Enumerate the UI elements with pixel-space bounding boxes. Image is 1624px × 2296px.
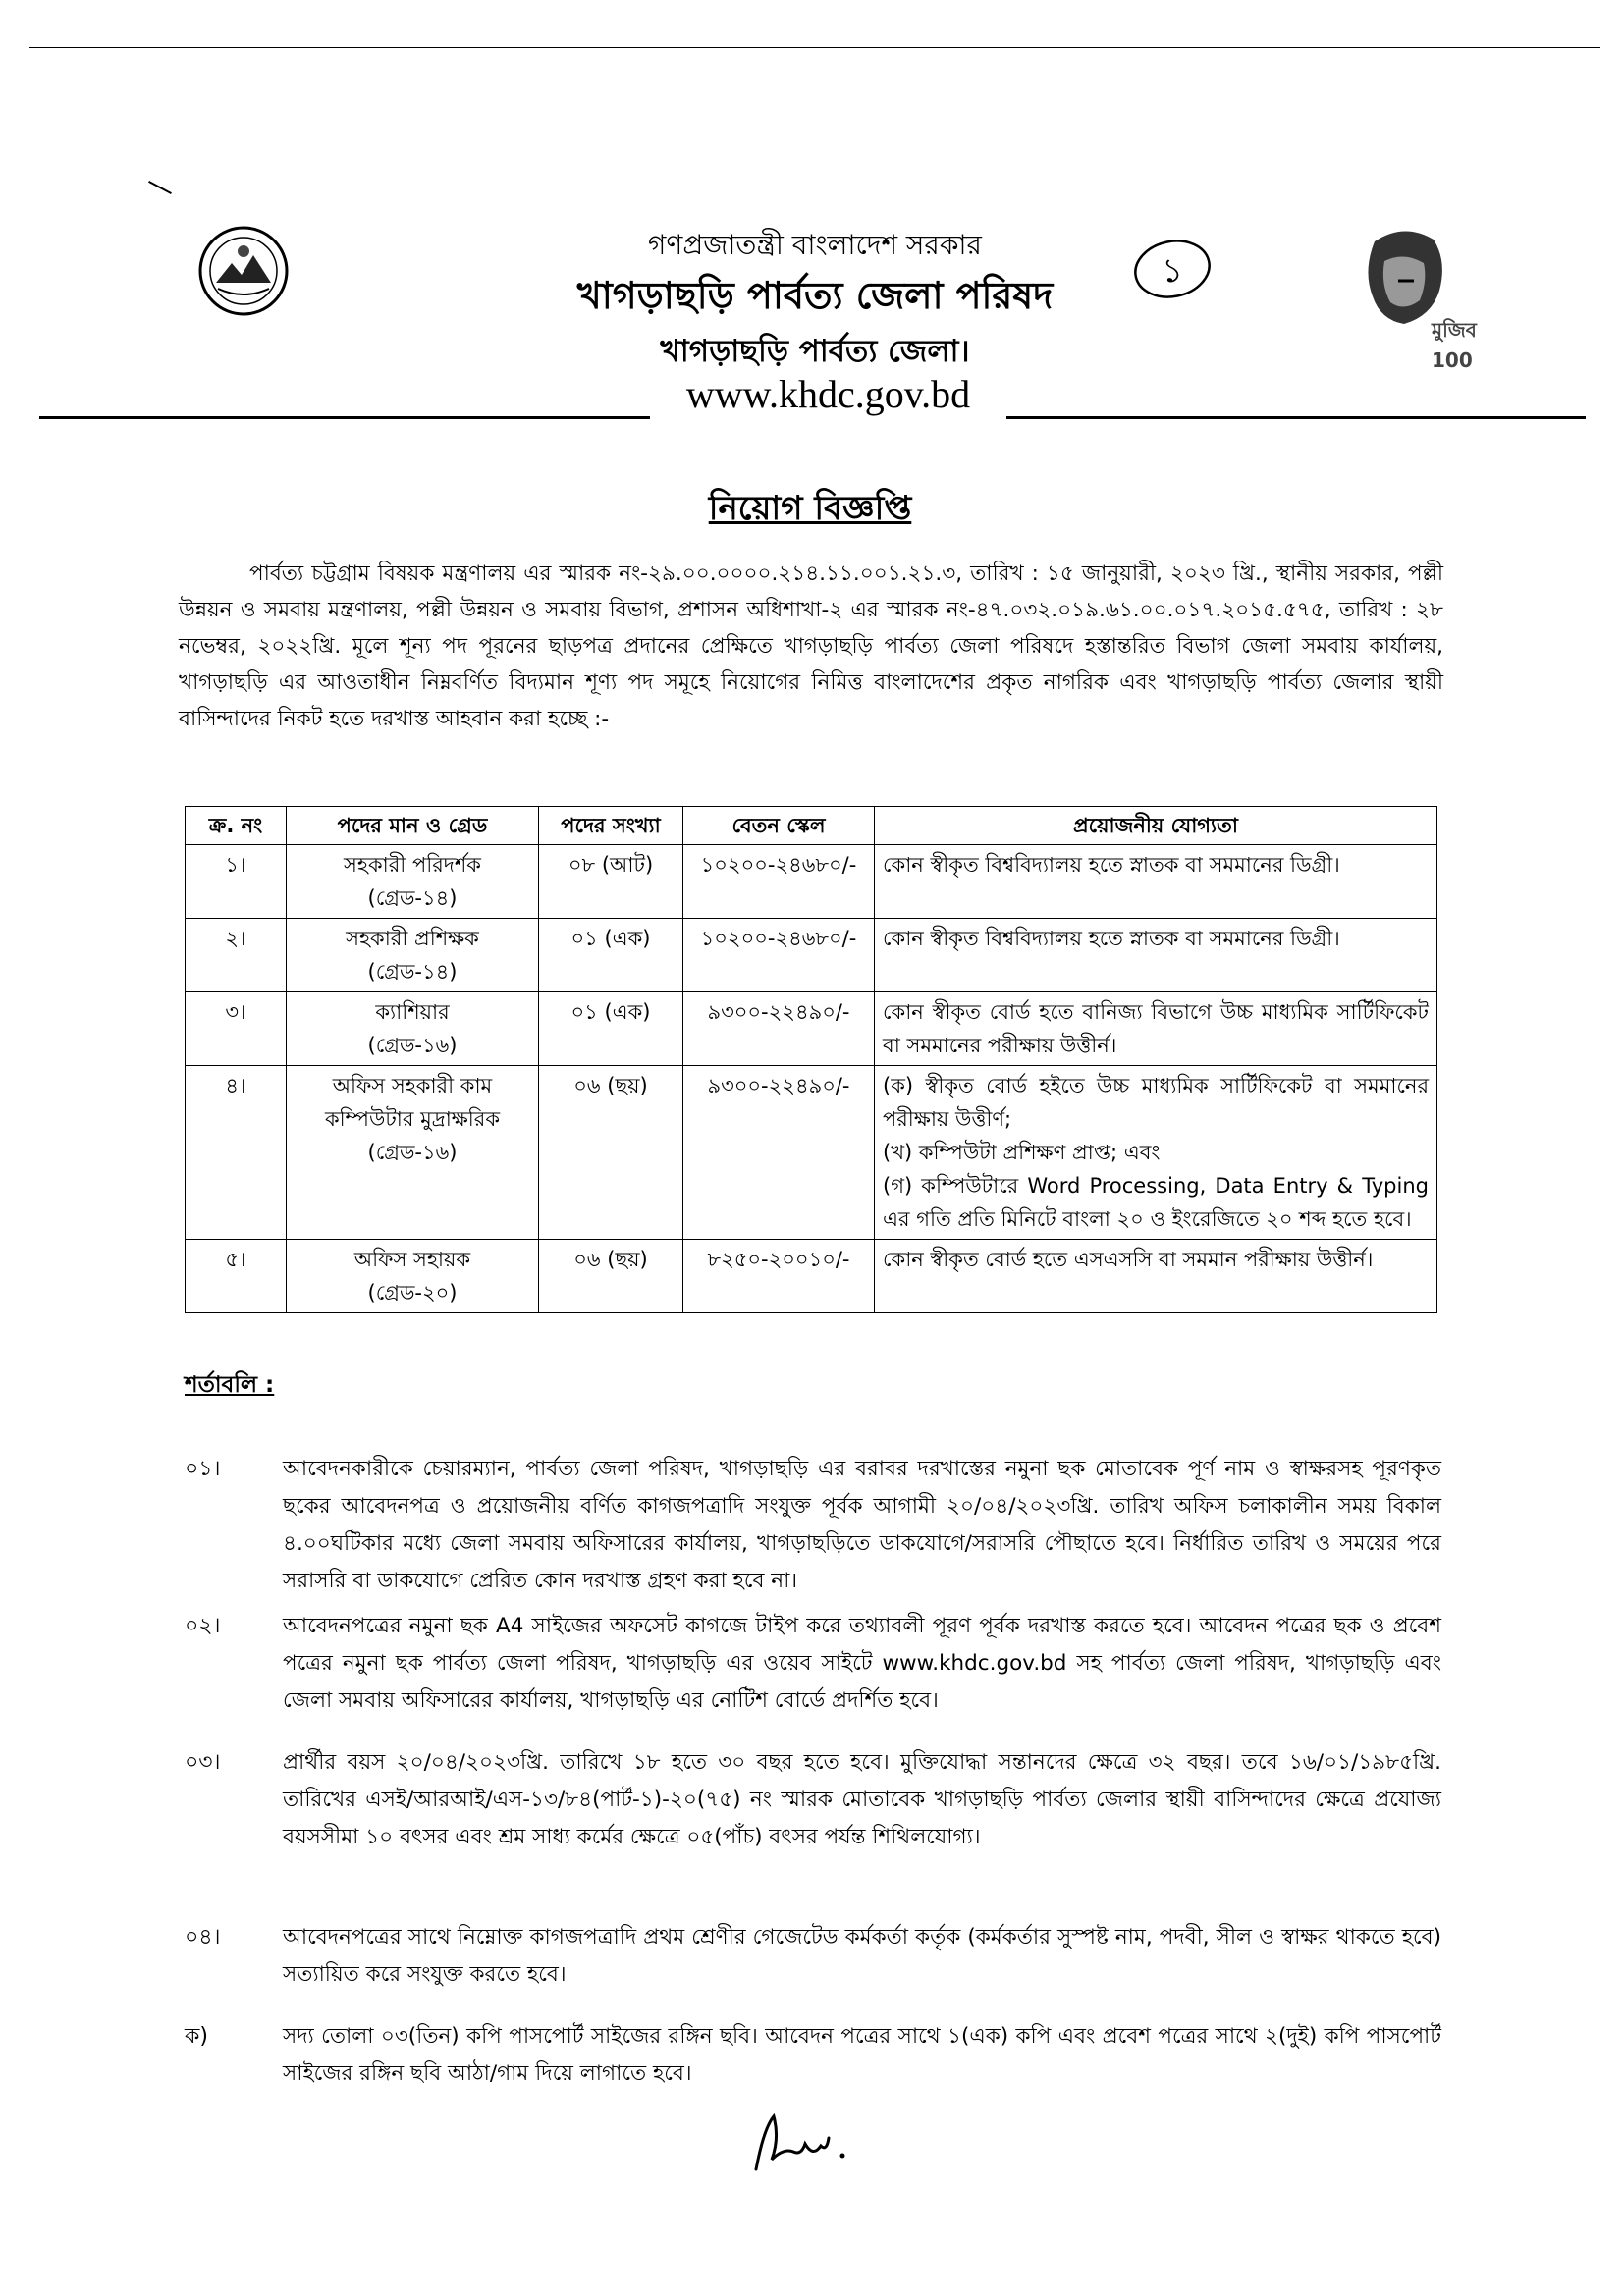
condition-text: সদ্য তোলা ০৩(তিন) কপি পাসপোর্ট সাইজের রঙ্গিন ছবি। আবেদন পত্রের সাথে ১(এক) কপি এবং প্রবেশ পত্রের সাথে ২(দুই) কপি পাসপোর্ট সাইজের রঙ্গিন ছবি আঠা/গাম দিয়ে লাগাতে হবে। xyxy=(283,2024,1441,2086)
table-row xyxy=(186,1240,1437,1313)
row-qualification xyxy=(875,1066,1437,1240)
government-name: গণপ্রজাতন্ত্রী বাংলাদেশ সরকার xyxy=(648,229,982,261)
condition-text: আবেদনকারীকে চেয়ারম্যান, পার্বত্য জেলা পরিষদ, খাগড়াছড়ি এর বরাবর দরখাস্তের নমুনা ছক মোতাবেক পূর্ণ নাম ও স্বাক্ষরসহ পূরণকৃত ছকের আবেদনপত্র ও প্রয়োজনীয় বর্ণিত কাগজপত্রাদি সংযুক্ত পূর্বক আগামী ২০/০৪/২০২৩খ্রি. তারিখ অফিস চলাকালীন সময় বিকাল ৪.০০ঘটিকার মধ্যে জেলা সমবায় অফিসারের কার্যালয়, খাগড়াছড়িতে ডাকযোগে/সরাসরি পৌছাতে হবে। নির্ধারিত তারিখ ও সময়ের পরে সরাসরি বা ডাকযোগে প্রেরিত কোন দরখাস্ত গ্রহণ করা হবে না। xyxy=(283,1457,1441,1593)
row-scale: ১০২০০-২৪৬৮০/- xyxy=(683,845,875,919)
condition-number: ০১। xyxy=(185,1457,221,1481)
website-underline-left xyxy=(39,416,650,419)
circled-page-number xyxy=(1129,234,1216,304)
post-grade: (গ্রেড-১৬) xyxy=(367,1141,458,1164)
row-count: ০৬ (ছয়) xyxy=(539,1240,683,1313)
table-header-row xyxy=(186,807,1437,845)
website-row xyxy=(39,371,1586,422)
post-grade: (গ্রেড-১৪) xyxy=(367,886,458,910)
row-qualification: কোন স্বীকৃত বিশ্ববিদ্যালয় হতে স্নাতক বা সমমানের ডিগ্রী। xyxy=(875,845,1437,919)
row-serial: ৪। xyxy=(186,1066,287,1240)
website-url: www.khdc.gov.bd xyxy=(685,372,971,416)
row-post xyxy=(287,992,539,1066)
row-count: ০৬ (ছয়) xyxy=(539,1066,683,1240)
circled-number-text: ১ xyxy=(1161,251,1184,291)
condition-number: ০৩। xyxy=(185,1750,221,1775)
qualification-item: (ক) স্বীকৃত বোর্ড হইতে উচ্চ মাধ্যমিক সার্টিফিকেট বা সমমানের পরীক্ষায় উত্তীর্ণ; xyxy=(883,1074,1429,1131)
condition-number: ০৪। xyxy=(185,1925,221,1949)
row-post xyxy=(287,1240,539,1313)
row-count: ০১ (এক) xyxy=(539,919,683,992)
stray-mark xyxy=(148,181,172,194)
row-post xyxy=(287,845,539,919)
post-name: ক্যাশিয়ার xyxy=(375,1000,450,1024)
district-name: খাগড়াছড়ি পার্বত্য জেলা। xyxy=(660,334,970,369)
row-count: ০১ (এক) xyxy=(539,992,683,1066)
condition-number: ০২। xyxy=(185,1614,221,1638)
condition-text: প্রার্থীর বয়স ২০/০৪/২০২৩খ্রি. তারিখে ১৮ হতে ৩০ বছর হতে হবে। মুক্তিযোদ্ধা সন্তানদের ক্ষেত্রে ৩২ বছর। তবে ১৬/০১/১৯৮৫খ্রি. তারিখের এসই/আরআই/এস-১৩/৮৪(পার্ট-১)-২০(৭৫) নং স্মারক মোতাবেক খাগড়াছড়ি পার্বত্য জেলার স্থায়ী বাসিন্দাদের ক্ষেত্রে প্রযোজ্য বয়সসীমা ১০ বৎসর এবং শ্রম সাধ্য কর্মের ক্ষেত্রে ০৫(পাঁচ) বৎসর পর্যন্ত শিথিলযোগ্য। xyxy=(283,1750,1441,1849)
row-scale: ১০২০০-২৪৬৮০/- xyxy=(683,919,875,992)
row-post xyxy=(287,919,539,992)
post-name: অফিস সহকারী কাম কম্পিউটার মুদ্রাক্ষরিক xyxy=(324,1074,501,1131)
organization-name: খাগড়াছড়ি পার্বত্য জেলা পরিষদ xyxy=(576,274,1054,317)
row-count: ০৮ (আট) xyxy=(539,845,683,919)
header-qualification: প্রয়োজনীয় যোগ্যতা xyxy=(875,807,1437,845)
row-post xyxy=(287,1066,539,1240)
header-pay-scale: বেতন স্কেল xyxy=(683,807,875,845)
post-grade: (গ্রেড-১৬) xyxy=(367,1034,458,1057)
table-row xyxy=(186,1066,1437,1240)
row-serial: ১। xyxy=(186,845,287,919)
header-post-grade: পদের মান ও গ্রেড xyxy=(287,807,539,845)
condition-number: ক) xyxy=(185,2024,208,2049)
row-serial: ২। xyxy=(186,919,287,992)
post-name: সহকারী প্রশিক্ষক xyxy=(346,927,479,950)
post-grade: (গ্রেড-২০) xyxy=(367,1281,458,1305)
row-serial: ৩। xyxy=(186,992,287,1066)
table-row xyxy=(186,845,1437,919)
header-serial: ক্র. নং xyxy=(186,807,287,845)
row-qualification: কোন স্বীকৃত বোর্ড হতে এসএসসি বা সমমান পরীক্ষায় উত্তীর্ন। xyxy=(875,1240,1437,1313)
top-rule xyxy=(29,47,1600,48)
condition-text: আবেদনপত্রের নমুনা ছক A4 সাইজের অফসেট কাগজে টাইপ করে তথ্যাবলী পূরণ পূর্বক দরখাস্ত করতে হবে। আবেদন পত্রের ছক ও প্রবেশ পত্রের নমুনা ছক পার্বত্য জেলা পরিষদ, খাগড়াছড়ি এর ওয়েব সাইটে www.khdc.gov.bd সহ পার্বত্য জেলা পরিষদ, খাগড়াছড়ি এবং জেলা সমবায় অফিসারের কার্যালয়, খাগড়াছড়ি এর নোটিশ বোর্ডে প্রদর্শিত হবে। xyxy=(283,1614,1441,1713)
district-council-emblem xyxy=(196,224,291,318)
mujib-100-text: মুজিব 100 xyxy=(1432,318,1477,372)
intro-paragraph: পার্বত্য চট্টগ্রাম বিষয়ক মন্ত্রণালয় এর স্মারক নং-২৯.০০.০০০০.২১৪.১১.০০১.২১.৩, তারিখ : ১৫ জানুয়ারী, ২০২৩ খ্রি., স্থানীয় সরকার, পল্লী উন্নয়ন ও সমবায় মন্ত্রণালয়, পল্লী উন্নয়ন ও সমবায় বিভাগ, প্রশাসন অধিশাখা-২ এর স্মারক নং-৪৭.০৩২.০১৯.৬১.০০.০১৭.২০১৫.৫৭৫, তারিখ : ২৮ নভেম্বর, ২০২২খ্রি. মূলে শূন্য পদ পূরনের ছাড়পত্র প্রদানের প্রেক্ষিতে খাগড়াছড়ি পার্বত্য জেলা পরিষদে হস্তান্তরিত বিভাগ জেলা সমবায় কার্যালয়, খাগড়াছড়ি এর আওতাধীন নিম্নবর্ণিত বিদ্যমান শূণ্য পদ সমূহে নিয়োগের নিমিত্ত বাংলাদেশের প্রকৃত নাগরিক এবং খাগড়াছড়ি পার্বত্য জেলার স্থায়ী বাসিন্দাদের নিকট হতে দরখাস্ত আহবান করা হচ্ছে :- xyxy=(179,561,1443,731)
post-grade: (গ্রেড-১৪) xyxy=(367,960,458,984)
row-qualification: কোন স্বীকৃত বিশ্ববিদ্যালয় হতে স্নাতক বা সমমানের ডিগ্রী। xyxy=(875,919,1437,992)
signature-mark xyxy=(744,2109,862,2177)
row-scale: ৯৩০০-২২৪৯০/- xyxy=(683,992,875,1066)
table-row xyxy=(186,992,1437,1066)
post-name: সহকারী পরিদর্শক xyxy=(344,853,481,877)
notice-title: নিয়োগ বিজ্ঞপ্তি xyxy=(708,489,912,528)
table-row xyxy=(186,919,1437,992)
row-scale: ৮২৫০-২০০১০/- xyxy=(683,1240,875,1313)
qualification-item: (গ) কম্পিউটারে Word Processing, Data Entry & Typing এর গতি প্রতি মিনিটে বাংলা ২০ ও ইংরেজিতে ২০ শব্দ হতে হবে। xyxy=(883,1174,1429,1231)
website-underline-right xyxy=(1006,416,1586,419)
header-post-count: পদের সংখ্যা xyxy=(539,807,683,845)
row-serial: ৫। xyxy=(186,1240,287,1313)
vacancy-table xyxy=(185,806,1437,1313)
condition-text: আবেদনপত্রের সাথে নিম্নোক্ত কাগজপত্রাদি প্রথম শ্রেণীর গেজেটেড কর্মকর্তা কর্তৃক (কর্মকর্তার সুস্পষ্ট নাম, পদবী, সীল ও স্বাক্ষর থাকতে হবে) সত্যায়িত করে সংযুক্ত করতে হবে। xyxy=(283,1925,1441,1987)
qualification-item: (খ) কম্পিউটা প্রশিক্ষণ প্রাপ্ত; এবং xyxy=(883,1141,1161,1164)
row-qualification: কোন স্বীকৃত বোর্ড হতে বানিজ্য বিভাগে উচ্চ মাধ্যমিক সার্টিফিকেট বা সমমানের পরীক্ষায় উত্তীর্ন। xyxy=(875,992,1437,1066)
conditions-title: শর্তাবলি : xyxy=(185,1372,275,1398)
mujib-100-logo xyxy=(1345,222,1518,372)
post-name: অফিস সহায়ক xyxy=(353,1248,471,1271)
row-scale: ৯৩০০-২২৪৯০/- xyxy=(683,1066,875,1240)
